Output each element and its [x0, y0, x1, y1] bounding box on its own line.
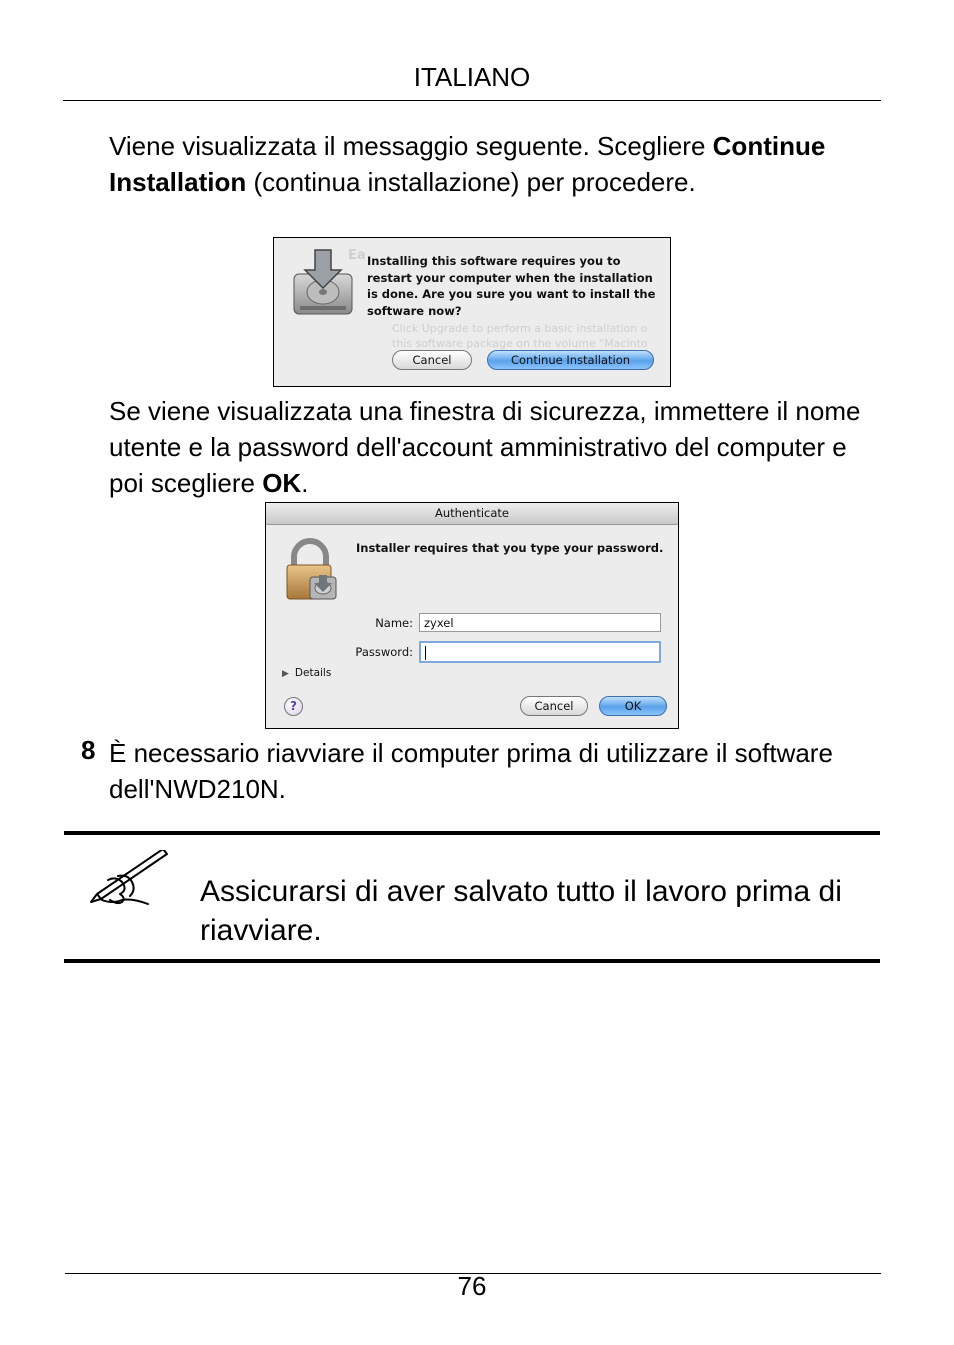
paragraph-text: Se viene visualizzata una finestra di sicurezza, immettere il nome utente e la password dell'account amministrativo del computer e poi scegliere — [109, 396, 861, 498]
background-fragment: Ea — [348, 248, 366, 263]
note-top-rule — [64, 831, 880, 835]
authenticate-dialog — [265, 502, 679, 729]
details-toggle[interactable] — [282, 667, 331, 679]
background-text: Click Upgrade to perform a basic installation o — [392, 322, 648, 335]
help-button[interactable]: ? — [284, 697, 303, 716]
note-pen-icon — [88, 850, 172, 906]
paragraph-text: . — [301, 468, 309, 498]
page-number: 76 — [457, 1271, 487, 1301]
text-cursor — [425, 646, 426, 660]
paragraph-bold: OK — [262, 468, 302, 498]
step-number: 8 — [81, 735, 96, 765]
paragraph-text: Viene visualizzata il messaggio seguente. Scegliere — [109, 131, 713, 161]
name-label: Name: — [375, 616, 413, 630]
name-field[interactable]: zyxel — [419, 613, 661, 632]
install-warning-message: Installing this software requires you to restart your computer when the installation is done. Are you sure you want to install the software now? — [367, 254, 656, 318]
paragraph-bold: Continue Installation — [109, 131, 826, 197]
cancel-button[interactable]: Cancel — [392, 350, 472, 370]
paragraph-text: (continua installazione) per procedere. — [246, 167, 696, 197]
details-label: Details — [294, 667, 332, 679]
ok-button[interactable]: OK — [599, 696, 667, 716]
paragraph-continue-installation — [109, 128, 879, 200]
cancel-button[interactable]: Cancel — [520, 696, 588, 716]
password-field[interactable] — [419, 641, 661, 663]
auth-prompt: Installer requires that you type your password. — [356, 541, 664, 555]
installer-disk-icon — [290, 248, 356, 320]
disclosure-triangle-icon: ▶ — [282, 669, 289, 679]
step-text: È necessario riavviare il computer prima di utilizzare il software dell'NWD210N. — [109, 738, 833, 804]
background-text: this software package on the volume "Macinto — [392, 337, 648, 350]
paragraph-authenticate — [109, 393, 879, 501]
header-divider — [63, 100, 881, 101]
padlock-icon — [284, 537, 340, 603]
install-warning-dialog — [273, 237, 671, 387]
note-text: Assicurarsi di aver salvato tutto il lavoro prima di riavviare. — [200, 875, 842, 947]
continue-installation-button[interactable]: Continue Installation — [487, 350, 654, 370]
header-title: ITALIANO — [413, 62, 531, 92]
password-label: Password: — [355, 645, 413, 659]
dialog-title: Authenticate — [266, 503, 678, 525]
note-bottom-rule — [64, 959, 880, 963]
